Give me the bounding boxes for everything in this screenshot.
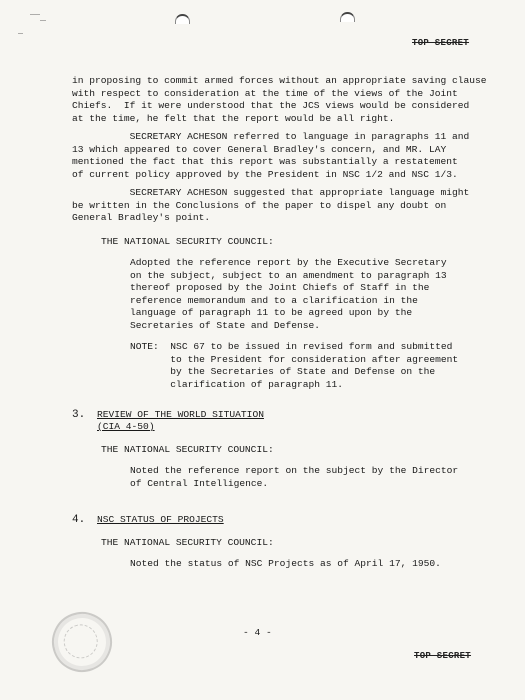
classification-marking: TOP SECRET xyxy=(412,38,470,48)
action-paragraph: Adopted the reference report by the Executive Secretary on the subject, subject to an amendment to paragraph 13 thereof proposed by the Joint Chiefs of Staff in the reference memorandum and to a clarification in the language of paragraph 11 to be agreed upon by the Secretaries of State and Defense. xyxy=(130,257,447,331)
punch-hole xyxy=(340,12,355,22)
intro-paragraph: in proposing to commit armed forces without an appropriate saving clause with respect to consideration at the time of the views of the Joint Chiefs. If it were understood that the JCS views would be considered at the time, he felt that the report would be all right. xyxy=(72,75,487,124)
action-paragraph: Noted the reference report on the subject by the Director of Central Intelligence. xyxy=(130,465,459,489)
acheson-paragraph: SECRETARY ACHESON suggested that appropriate language might be written in the Conclusions of the paper to dispel any doubt on General Bradley's point. xyxy=(72,187,470,224)
item-subtitle: (CIA 4-50) xyxy=(97,421,155,432)
item-title: REVIEW OF THE WORLD SITUATION xyxy=(97,409,264,420)
council-label: THE NATIONAL SECURITY COUNCIL: xyxy=(101,537,274,548)
council-label: THE NATIONAL SECURITY COUNCIL: xyxy=(101,444,274,455)
item-number: 3. xyxy=(72,409,86,421)
archive-stamp xyxy=(44,604,121,681)
item-number: 4. xyxy=(72,514,86,526)
scan-mark xyxy=(18,33,23,34)
acheson-paragraph: SECRETARY ACHESON referred to language in paragraphs 11 and 13 which appeared to cover General Bradley's concern, and MR. LAY mentioned the fact that this report was substantially a restatement of current policy approved by the President in NSC 1/2 and NSC 1/3. xyxy=(72,131,470,180)
action-paragraph: Noted the status of NSC Projects as of April 17, 1950. xyxy=(130,558,441,569)
punch-hole xyxy=(175,14,190,24)
note-paragraph: NOTE: NSC 67 to be issued in revised form and submitted to the President for consideration after agreement by the Secretaries of State and Defense on the clarification of paragraph 11. xyxy=(130,341,459,390)
page-number: - 4 - xyxy=(243,627,272,638)
scan-mark xyxy=(40,20,46,21)
council-label: THE NATIONAL SECURITY COUNCIL: xyxy=(101,236,274,247)
scan-mark xyxy=(30,14,40,15)
classification-marking: TOP SECRET xyxy=(414,651,472,661)
item-title: NSC STATUS OF PROJECTS xyxy=(97,514,224,525)
